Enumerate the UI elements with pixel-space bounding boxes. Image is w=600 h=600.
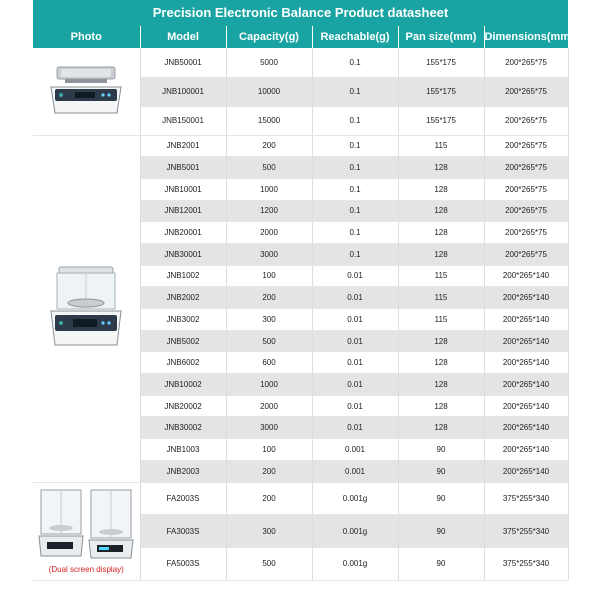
cell-dimensions: 200*265*75	[484, 243, 568, 265]
cell-pan: 128	[398, 157, 484, 179]
cell-capacity: 500	[226, 547, 312, 580]
cell-reachable: 0.001	[312, 460, 398, 482]
cell-reachable: 0.01	[312, 352, 398, 374]
cell-pan: 128	[398, 352, 484, 374]
cell-capacity: 3000	[226, 417, 312, 439]
cell-reachable: 0.1	[312, 157, 398, 179]
analytical-balance-pair-icon	[37, 488, 135, 562]
product-photo-cell	[33, 48, 140, 135]
table-row	[33, 135, 568, 157]
header-model: Model	[140, 26, 226, 48]
cell-capacity: 1000	[226, 374, 312, 396]
cell-model: JNB12001	[140, 200, 226, 222]
cell-dimensions: 200*265*140	[484, 374, 568, 396]
cell-capacity: 100	[226, 439, 312, 461]
cell-dimensions: 200*265*140	[484, 287, 568, 309]
cell-model: JNB1002	[140, 265, 226, 287]
cell-reachable: 0.001	[312, 439, 398, 461]
cell-capacity: 3000	[226, 243, 312, 265]
cell-capacity: 200	[226, 135, 312, 157]
cell-dimensions: 200*265*75	[484, 135, 568, 157]
cell-reachable: 0.1	[312, 77, 398, 106]
product-table	[33, 26, 574, 581]
cell-capacity: 2000	[226, 222, 312, 244]
cell-dimensions: 200*265*75	[484, 178, 568, 200]
cell-dimensions: 375*255*340	[484, 547, 568, 580]
cell-model: JNB150001	[140, 106, 226, 135]
cell-dimensions: 200*265*140	[484, 439, 568, 461]
balance-open-pan-icon	[45, 61, 127, 121]
cell-pan: 115	[398, 265, 484, 287]
cell-capacity: 10000	[226, 77, 312, 106]
product-photo-cell	[33, 135, 140, 482]
cell-model: JNB2001	[140, 135, 226, 157]
header-reachable: Reachable(g)	[312, 26, 398, 48]
cell-reachable: 0.01	[312, 417, 398, 439]
cell-capacity: 500	[226, 157, 312, 179]
cell-model: FA5003S	[140, 547, 226, 580]
cell-reachable: 0.01	[312, 287, 398, 309]
cell-capacity: 300	[226, 309, 312, 331]
cell-pan: 90	[398, 439, 484, 461]
cell-pan: 155*175	[398, 106, 484, 135]
cell-model: FA3003S	[140, 515, 226, 548]
cell-pan: 128	[398, 243, 484, 265]
cell-reachable: 0.01	[312, 374, 398, 396]
cell-capacity: 300	[226, 515, 312, 548]
cell-capacity: 5000	[226, 48, 312, 77]
cell-pan: 155*175	[398, 48, 484, 77]
cell-reachable: 0.1	[312, 222, 398, 244]
cell-pan: 90	[398, 515, 484, 548]
cell-capacity: 200	[226, 482, 312, 515]
datasheet	[33, 0, 574, 581]
cell-pan: 90	[398, 460, 484, 482]
cell-model: JNB20002	[140, 395, 226, 417]
cell-reachable: 0.001g	[312, 482, 398, 515]
cell-reachable: 0.1	[312, 106, 398, 135]
header-row	[33, 26, 568, 48]
cell-dimensions: 375*255*340	[484, 515, 568, 548]
cell-model: JNB30002	[140, 417, 226, 439]
cell-pan: 90	[398, 547, 484, 580]
cell-reachable: 0.001g	[312, 547, 398, 580]
cell-dimensions: 200*265*140	[484, 309, 568, 331]
cell-pan: 155*175	[398, 77, 484, 106]
cell-model: JNB100001	[140, 77, 226, 106]
cell-pan: 128	[398, 395, 484, 417]
cell-capacity: 2000	[226, 395, 312, 417]
cell-capacity: 1000	[226, 178, 312, 200]
cell-reachable: 0.1	[312, 48, 398, 77]
cell-model: JNB6002	[140, 352, 226, 374]
cell-pan: 128	[398, 222, 484, 244]
cell-capacity: 15000	[226, 106, 312, 135]
cell-model: JNB3002	[140, 309, 226, 331]
cell-pan: 128	[398, 330, 484, 352]
cell-model: JNB2003	[140, 460, 226, 482]
cell-reachable: 0.01	[312, 309, 398, 331]
cell-dimensions: 200*265*75	[484, 200, 568, 222]
product-photo-cell	[33, 482, 140, 580]
cell-dimensions: 200*265*75	[484, 157, 568, 179]
cell-reachable: 0.1	[312, 178, 398, 200]
cell-dimensions: 200*265*140	[484, 352, 568, 374]
cell-pan: 128	[398, 374, 484, 396]
cell-model: JNB20001	[140, 222, 226, 244]
cell-dimensions: 200*265*140	[484, 417, 568, 439]
cell-capacity: 1200	[226, 200, 312, 222]
cell-capacity: 500	[226, 330, 312, 352]
cell-dimensions: 200*265*75	[484, 48, 568, 77]
cell-pan: 128	[398, 200, 484, 222]
datasheet-title: Precision Electronic Balance Product datasheet	[33, 0, 568, 26]
cell-reachable: 0.001g	[312, 515, 398, 548]
table-row	[33, 482, 568, 515]
cell-capacity: 200	[226, 287, 312, 309]
cell-capacity: 100	[226, 265, 312, 287]
cell-pan: 128	[398, 417, 484, 439]
cell-pan: 128	[398, 178, 484, 200]
cell-dimensions: 200*265*75	[484, 106, 568, 135]
cell-pan: 115	[398, 135, 484, 157]
cell-reachable: 0.1	[312, 135, 398, 157]
header-pan-size: Pan size(mm)	[398, 26, 484, 48]
cell-dimensions: 200*265*140	[484, 395, 568, 417]
cell-dimensions: 375*255*340	[484, 482, 568, 515]
cell-model: JNB10001	[140, 178, 226, 200]
cell-model: FA2003S	[140, 482, 226, 515]
cell-dimensions: 200*265*140	[484, 330, 568, 352]
cell-pan: 115	[398, 287, 484, 309]
cell-reachable: 0.1	[312, 200, 398, 222]
cell-model: JNB2002	[140, 287, 226, 309]
balance-draft-shield-icon	[45, 265, 127, 353]
header-photo: Photo	[33, 26, 140, 48]
header-dimensions: Dimensions(mm)	[484, 26, 568, 48]
cell-capacity: 600	[226, 352, 312, 374]
header-capacity: Capacity(g)	[226, 26, 312, 48]
cell-model: JNB1003	[140, 439, 226, 461]
cell-dimensions: 200*265*75	[484, 77, 568, 106]
cell-dimensions: 200*265*75	[484, 222, 568, 244]
cell-model: JNB5001	[140, 157, 226, 179]
cell-pan: 115	[398, 309, 484, 331]
cell-model: JNB30001	[140, 243, 226, 265]
cell-pan: 90	[398, 482, 484, 515]
dual-screen-note: (Dual screen display)	[48, 565, 124, 575]
cell-dimensions: 200*265*140	[484, 265, 568, 287]
cell-reachable: 0.01	[312, 330, 398, 352]
cell-reachable: 0.01	[312, 265, 398, 287]
table-row	[33, 48, 568, 77]
cell-model: JNB50001	[140, 48, 226, 77]
cell-reachable: 0.1	[312, 243, 398, 265]
cell-model: JNB10002	[140, 374, 226, 396]
cell-model: JNB5002	[140, 330, 226, 352]
cell-capacity: 200	[226, 460, 312, 482]
cell-dimensions: 200*265*140	[484, 460, 568, 482]
cell-reachable: 0.01	[312, 395, 398, 417]
